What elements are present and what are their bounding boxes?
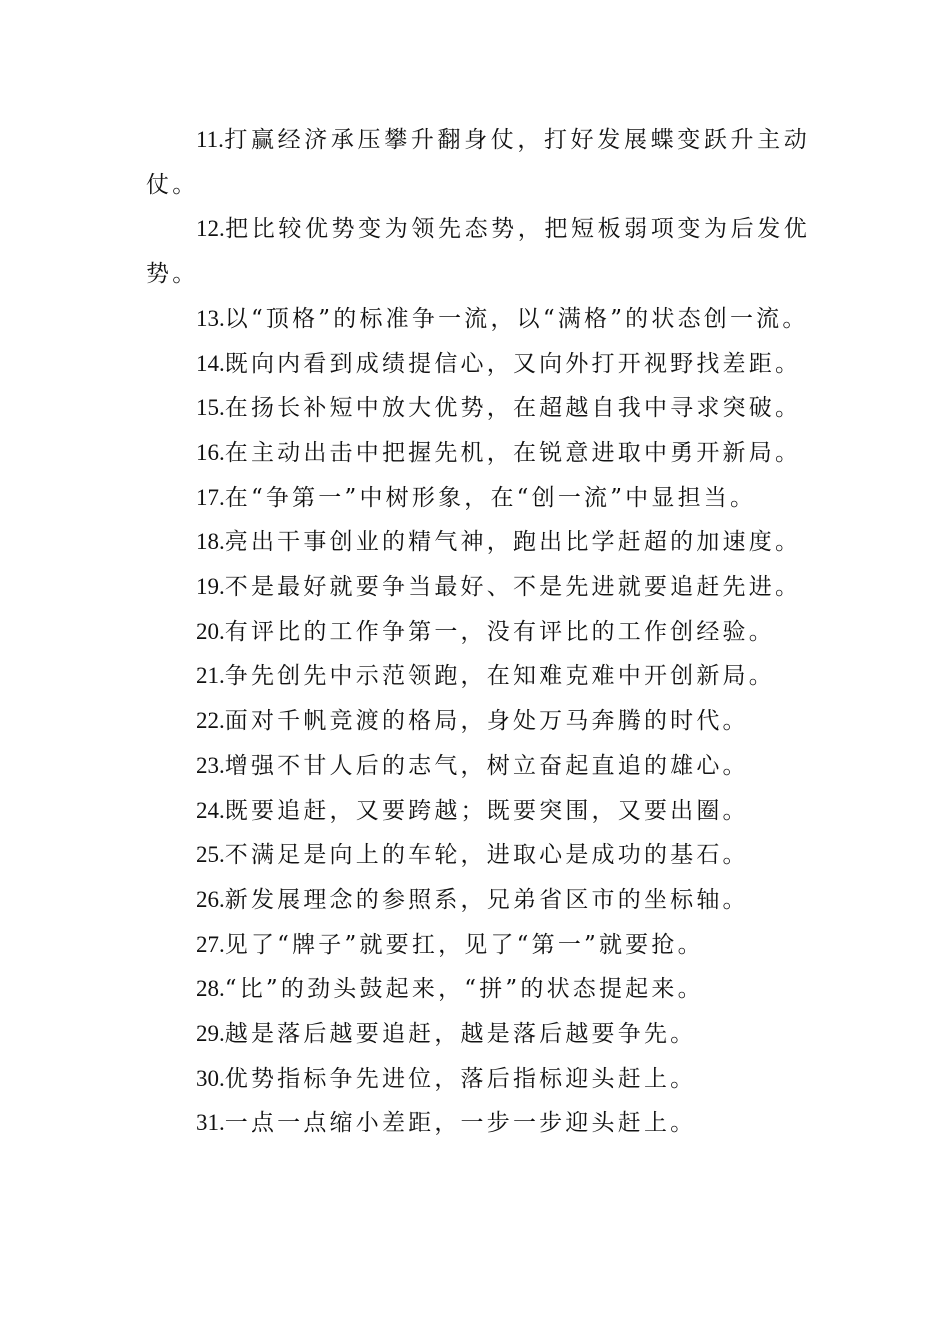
list-item <box>146 923 810 968</box>
item-number: 31. <box>196 1110 225 1136</box>
item-text: 打赢经济承压攀升翻身仗，打好发展蝶变跃升主动仗。 <box>146 127 810 198</box>
list-item <box>146 610 810 655</box>
item-text: 不是最好就要争当最好、不是先进就要追赶先进。 <box>224 574 802 601</box>
item-text: 在扬长补短中放大优势，在超越自我中寻求突破。 <box>224 395 802 422</box>
item-text: 见了“牌子”就要扛，见了“第一”就要抢。 <box>224 931 704 958</box>
list-item <box>146 565 810 610</box>
item-number: 16. <box>196 439 225 465</box>
list-item <box>146 207 810 296</box>
document-body <box>146 118 810 1146</box>
item-text: 亮出干事创业的精气神，跑出比学赶超的加速度。 <box>224 529 802 556</box>
item-text: 增强不甘人后的志气，树立奋起直追的雄心。 <box>224 752 749 779</box>
item-number: 26. <box>196 886 225 912</box>
item-number: 14. <box>196 350 225 376</box>
list-item <box>146 431 810 476</box>
list-item <box>146 520 810 565</box>
item-text: 以“顶格”的标准争一流，以“满格”的状态创一流。 <box>224 305 809 332</box>
item-text: 在“争第一”中树形象，在“创一流”中显担当。 <box>224 484 757 511</box>
item-number: 19. <box>196 574 225 600</box>
item-number: 21. <box>196 663 225 689</box>
item-text: 优势指标争先进位，落后指标迎头赶上。 <box>224 1065 697 1092</box>
item-number: 27. <box>196 931 225 957</box>
item-number: 12. <box>196 216 225 242</box>
item-text: 不满足是向上的车轮，进取心是成功的基石。 <box>224 842 749 869</box>
list-item <box>146 699 810 744</box>
item-text: 新发展理念的参照系，兄弟省区市的坐标轴。 <box>224 886 749 913</box>
item-text: 越是落后越要追赶，越是落后越要争先。 <box>224 1021 697 1048</box>
list-item <box>146 789 810 834</box>
item-number: 29. <box>196 1021 225 1047</box>
item-text: 一点一点缩小差距，一步一步迎头赶上。 <box>224 1110 697 1137</box>
list-item <box>146 744 810 789</box>
list-item <box>146 297 810 342</box>
item-number: 17. <box>196 484 225 510</box>
item-text: 在主动出击中把握先机，在锐意进取中勇开新局。 <box>224 439 802 466</box>
item-text: 把比较优势变为领先态势，把短板弱项变为后发优势。 <box>146 216 810 288</box>
list-item <box>146 654 810 699</box>
list-item <box>146 118 810 207</box>
list-item <box>146 1101 810 1146</box>
item-number: 23. <box>196 752 225 778</box>
item-text: 争先创先中示范领跑，在知难克难中开创新局。 <box>224 663 775 690</box>
list-item <box>146 1012 810 1057</box>
list-item <box>146 967 810 1012</box>
item-text: 面对千帆竞渡的格局，身处万马奔腾的时代。 <box>224 708 749 735</box>
item-text: 有评比的工作争第一，没有评比的工作创经验。 <box>224 618 775 645</box>
item-number: 20. <box>196 618 225 644</box>
item-number: 18. <box>196 529 225 555</box>
item-number: 25. <box>196 842 225 868</box>
list-item <box>146 476 810 521</box>
list-item <box>146 386 810 431</box>
item-text: “比”的劲头鼓起来，“拼”的状态提起来。 <box>224 976 704 1003</box>
list-item <box>146 1057 810 1102</box>
list-item <box>146 342 810 387</box>
item-number: 15. <box>196 395 225 421</box>
item-number: 30. <box>196 1065 225 1091</box>
item-number: 24. <box>196 797 225 823</box>
list-item <box>146 833 810 878</box>
item-number: 22. <box>196 708 225 734</box>
item-number: 13. <box>196 305 225 331</box>
item-number: 28. <box>196 976 225 1002</box>
item-number: 11. <box>196 127 224 152</box>
item-text: 既向内看到成绩提信心，又向外打开视野找差距。 <box>224 350 802 377</box>
list-item <box>146 878 810 923</box>
item-text: 既要追赶，又要跨越；既要突围，又要出圈。 <box>224 797 749 824</box>
